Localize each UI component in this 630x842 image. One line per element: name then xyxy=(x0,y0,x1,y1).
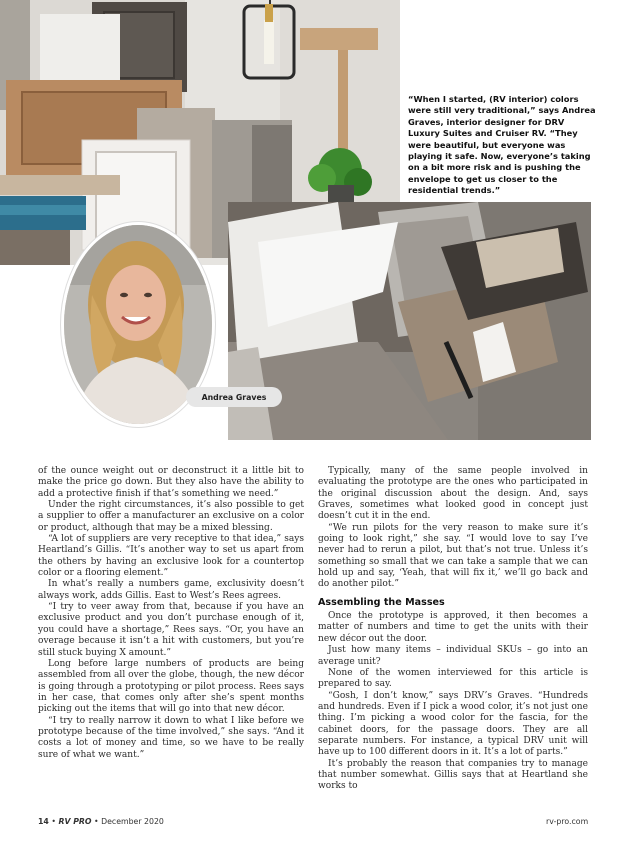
paragraph: Long before large numbers of products are being assembled from all over the globe, though, the new décor is going through a prototyping or pilot process. Rees says in her case, that comes only after she’s spent months picking out the items that will go into that new décor. xyxy=(38,658,304,715)
portrait-name-label: Andrea Graves xyxy=(186,387,282,407)
article-column-right xyxy=(318,466,588,793)
paragraph: “A lot of suppliers are very receptive to that idea,” says Heartland’s Gillis. “It’s another way to set us apart from the others by having an exclusive look for a countertop color or a flooring element.” xyxy=(38,534,304,579)
footer-separator: • xyxy=(51,817,56,826)
page-footer-left xyxy=(38,817,164,826)
paragraph: Typically, many of the same people involved in evaluating the prototype are the ones who participated in the original discussion about the design. And, says Graves, sometimes what looked good in concept just doesn’t cut it in the end. xyxy=(318,466,588,522)
material-samples-illustration xyxy=(228,202,591,440)
paragraph: Under the right circumstances, it’s also possible to get a supplier to offer a manufacturer an exclusive on a color or product, although that may be a mixed blessing. xyxy=(38,500,304,533)
paragraph: None of the women interviewed for this article is prepared to say. xyxy=(318,667,588,690)
paragraph: “Gosh, I don’t know,” says DRV’s Graves. “Hundreds and hundreds. Even if I pick a wood color, it’s not just one thing. I’m picking a wood color for the fascia, for the cabinet doors, for the passage doors. They are all separate numbers. For instance, a typical DRV unit will have up to 100 different doors in it. It’s a lot of parts.” xyxy=(318,690,588,758)
paragraph: It’s probably the reason that companies try to manage that number somewhat. Gillis says that at Heartland she works to xyxy=(318,758,588,792)
publication-name: RV PRO xyxy=(58,817,92,826)
paragraph: Once the prototype is approved, it then becomes a matter of numbers and time to get the units with their new décor out the door. xyxy=(318,611,588,644)
section-heading: Assembling the Masses xyxy=(318,596,445,608)
issue-date: December 2020 xyxy=(101,817,164,826)
page-number: 14 xyxy=(38,817,49,826)
article-column-left xyxy=(38,466,304,761)
paragraph: “I try to veer away from that, because if you have an exclusive product and you don’t purchase enough of it, you could have a shortage,” Rees says. “Or, you have an overage because it isn’t a hit with customers, but you’re still stuck buying X amount.” xyxy=(38,602,304,658)
paragraph: “We run pilots for the very reason to make sure it’s going to look right,” she say. “I would love to say I’ve never had to rerun a pilot, but that’s not true. Unless it’s something so small that we can take a sample that we can hold up and say, ‘Yeah, that will fix it,’ we’ll go back and do another pilot.” xyxy=(318,522,588,590)
material-samples-photo xyxy=(228,202,591,440)
website-url: rv-pro.com xyxy=(546,817,589,826)
paragraph: of the ounce weight out or deconstruct it a little bit to make the price go down. But they also have the ability to add a protective finish if that’s something we need.” xyxy=(38,466,304,499)
paragraph: “I try to really narrow it down to what I like before we prototype because of the time involved,” she says. “And it costs a lot of money and time, so we have to be really sure of what we want.” xyxy=(38,715,304,760)
paragraph: In what’s really a numbers game, exclusivity doesn’t always work, adds Gillis. East to West’s Rees agrees. xyxy=(38,579,304,601)
photo-caption: “When I started, (RV interior) colors were still very traditional,” says Andrea Graves, interior designer for DRV Luxury Suites and Cruiser RV. “They were beautiful, but everyone was playing it safe. Now, everyone’s taking on a bit more risk and is pushing the envelope to get us closer to the residential trends.” xyxy=(408,94,596,196)
footer-separator: • xyxy=(94,817,99,826)
paragraph: Just how many items – individual SKUs – go into an average unit? xyxy=(318,645,588,667)
